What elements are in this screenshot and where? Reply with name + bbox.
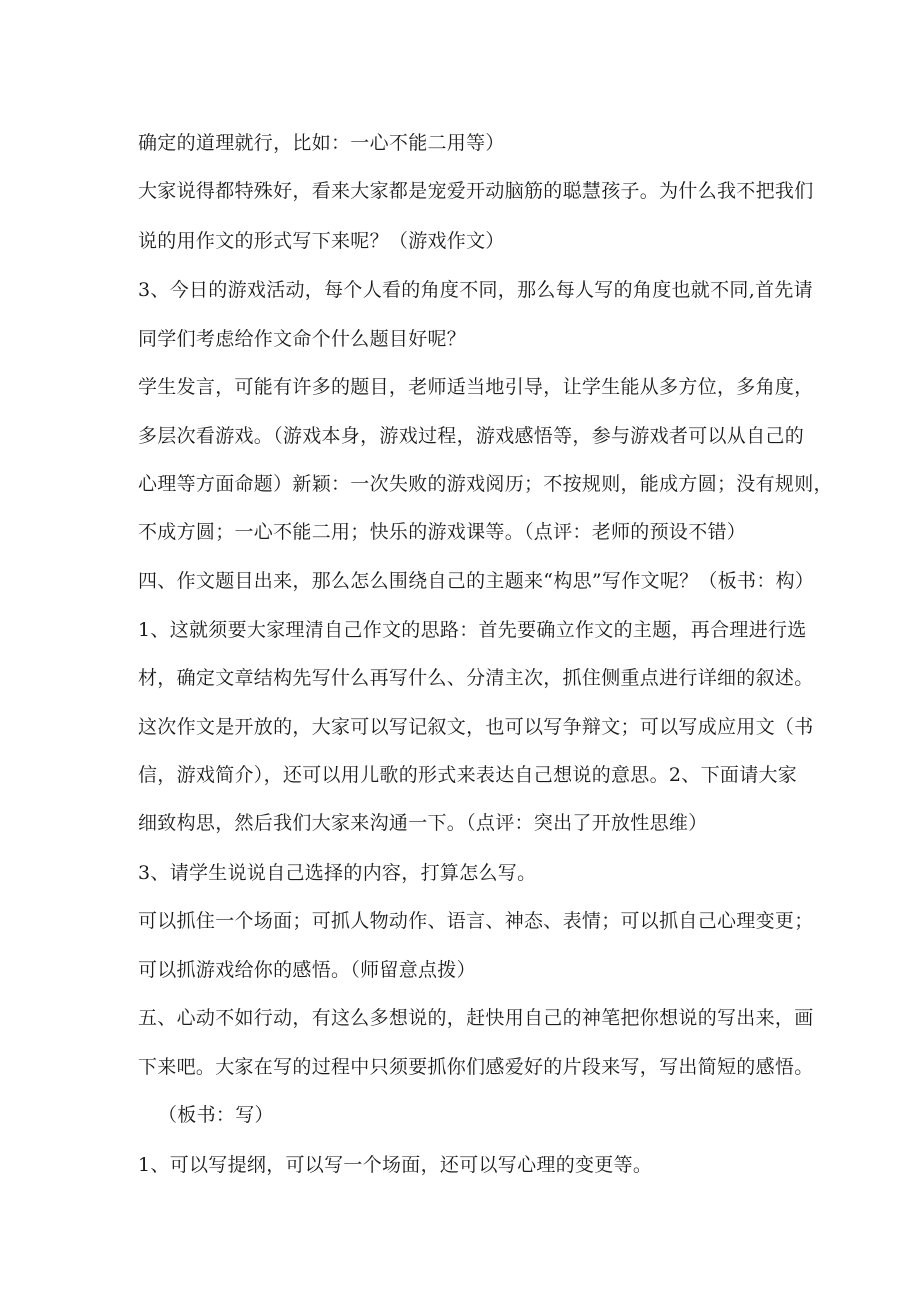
text-line-3: 说的用作文的形式写下来呢？（游戏作文） (138, 230, 505, 252)
text-line-6: 学生发言，可能有许多的题目，老师适当地引导，让学生能从多方位，多角度， (138, 376, 814, 398)
text-line-10: 四、作文题目出来，那么怎么围绕自己的主题来“构思”写作文呢？（板书：构） (138, 570, 815, 592)
text-line-14: 信，游戏简介），还可以用儿歌的形式来表达自己想说的意思。2、下面请大家 (138, 764, 798, 786)
text-line-1: 确定的道理就行，比如：一心不能二用等） (138, 132, 505, 154)
text-line-12: 材，确定文章结构先写什么再写什么、分清主次，抓住侧重点进行详细的叙述。 (138, 667, 814, 689)
text-line-16: 3、请学生说说自己选择的内容，打算怎么写。 (138, 862, 537, 884)
text-line-22: 1、可以写提纲，可以写一个场面，还可以写心理的变更等。 (138, 1154, 653, 1176)
text-line-18: 可以抓游戏给你的感悟。（师留意点拨） (138, 959, 476, 981)
text-line-2: 大家说得都特殊好，看来大家都是宠爱开动脑筋的聪慧孩子。为什么我不把我们 (138, 180, 814, 202)
text-line-15: 细致构思，然后我们大家来沟通一下。（点评：突出了开放性思维） (138, 812, 708, 834)
text-line-17: 可以抓住一个场面；可抓人物动作、语言、神态、表情；可以抓自己心理变更； (138, 910, 814, 932)
text-line-19: 五、心动不如行动，有这么多想说的，赶快用自己的神笔把你想说的写出来，画 (138, 1007, 814, 1029)
text-line-20: 下来吧。大家在写的过程中只须要抓你们感爱好的片段来写，写出简短的感悟。 (138, 1056, 814, 1078)
text-line-11: 1、这就须要大家理清自己作文的思路：首先要确立作文的主题，再合理进行选 (138, 619, 807, 641)
text-line-13: 这次作文是开放的，大家可以写记叙文，也可以写争辩文；可以写成应用文（书 (138, 716, 814, 738)
text-line-7: 多层次看游戏。（游戏本身，游戏过程，游戏感悟等，参与游戏者可以从自己的 (138, 425, 805, 447)
text-line-8: 心理等方面命题）新颖：一次失败的游戏阅历；不按规则，能成方圆；没有规则， (138, 473, 833, 495)
text-line-5: 同学们考虑给作文命个什么题目好呢？ (138, 328, 467, 350)
text-line-4: 3、今日的游戏活动，每个人看的角度不同，那么每人写的角度也就不同,首先请 (138, 279, 813, 301)
text-line-21: （板书：写） (158, 1104, 274, 1126)
text-line-9: 不成方圆；一心不能二用；快乐的游戏课等。（点评：老师的预设不错） (138, 521, 747, 543)
